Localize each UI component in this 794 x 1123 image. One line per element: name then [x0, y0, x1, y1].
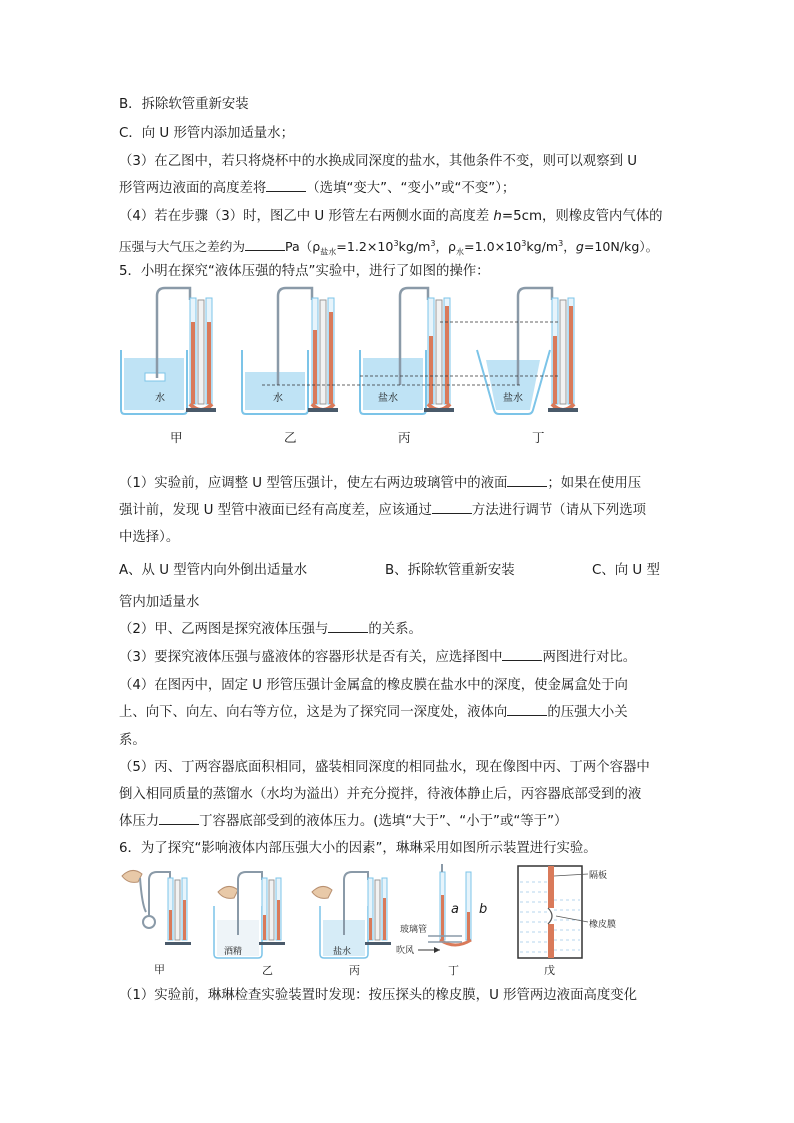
liquid-label-saltwater: 盐水 [333, 947, 352, 957]
fig6-label-bing: 丙 [349, 964, 360, 977]
text: 丁容器底部受到的液体压力。(选填“大于”、“小于”或“等于”） [199, 814, 568, 829]
q4-part3-line1: （3）在乙图中，若只将烧杯中的水换成同深度的盐水，其他条件不变，则可以观察到 U [119, 154, 638, 169]
q5-option-c: C、向 U 型 [592, 563, 660, 578]
q5-stem: 5．小明在探究“液体压强的特点”实验中，进行了如图的操作： [119, 264, 490, 279]
text: 上、向下、向左、向右等方位，这是为了探究同一深度处，液体向 [119, 705, 508, 720]
glass-tube-label: 玻璃管 [400, 925, 428, 935]
text: （3）要探究液体压强与盛液体的容器形状是否有关，应选择图中 [119, 650, 503, 665]
text: 的压强大小关 [547, 705, 628, 720]
fig6-label-jia: 甲 [154, 963, 165, 976]
text: （选填“变大”、“变小”或“不变”）； [306, 181, 516, 196]
sup: 3 [521, 239, 527, 248]
text: =10N/kg）。 [583, 239, 659, 255]
fig6-label-ding: 丁 [448, 964, 459, 977]
var-g: g [575, 239, 584, 255]
text: ，ρ [435, 239, 457, 255]
text: 两图进行对比。 [542, 650, 637, 665]
text: 强计前，发现 U 型管中液面已经有高度差，应该通过 [119, 503, 432, 518]
text: （1）实验前，应调整 U 型管压强计，使左右两边玻璃管中的液面 [119, 476, 508, 491]
var-h: h [493, 209, 502, 224]
text: 方法进行调节（请从下列选项 [471, 503, 646, 518]
text: =5cm，则橡皮管内气体的 [501, 209, 663, 224]
text: 的关系。 [368, 622, 422, 637]
text: =1.0×10 [464, 239, 522, 255]
q5-option-b: B、拆除软管重新安装 [385, 563, 515, 578]
q5-option-c-cont: 管内加适量水 [119, 595, 200, 610]
partition-label: 隔板 [589, 871, 608, 881]
text: 形管两边液面的高度差将 [119, 181, 267, 196]
option-b: B．拆除软管重新安装 [119, 97, 249, 112]
q6-stem: 6．为了探究“影响液体内部压强大小的因素”，琳琳采用如图所示装置进行实验。 [119, 841, 597, 856]
text: kg/m [526, 239, 559, 255]
q5-part5-line2: 倒入相同质量的蒸馏水（水均为溢出）并充分搅拌，待液体静止后，丙容器底部受到的液 [119, 787, 642, 802]
fig6-label-yi: 乙 [262, 964, 273, 977]
text: kg/m [398, 239, 431, 255]
text: 压强与大气压之差约为 [119, 239, 245, 255]
text: Pa（ρ [284, 239, 321, 255]
fig5-label-yi: 乙 [284, 430, 297, 445]
sub: 盐水 [320, 247, 337, 257]
text: 体压力 [119, 814, 160, 829]
q5-part4-line1: （4）在图丙中，固定 U 形管压强计金属盒的橡皮膜在盐水中的深度，使金属盒处于向 [119, 678, 628, 693]
setup-ding [418, 864, 471, 953]
membrane-label: 橡皮膜 [589, 920, 617, 930]
fig5-label-bing: 丙 [398, 430, 411, 445]
text: （4）若在步骤（3）时，图乙中 U 形管左右两侧水面的高度差 [119, 209, 494, 224]
text: =1.2×10 [336, 239, 394, 255]
setup-bing [312, 872, 391, 958]
sup: 3 [393, 239, 399, 248]
sub: 水 [456, 247, 465, 257]
liquid-label-bing: 盐水 [378, 393, 398, 404]
text: （2）甲、乙两图是探究液体压强与 [119, 622, 329, 637]
text: ， [563, 239, 576, 255]
q6-part1-line1: （1）实验前，琳琳检查实验装置时发现：按压探头的橡皮膜，U 形管两边液面高度变化 [119, 988, 638, 1003]
sup: 3 [430, 239, 436, 248]
fig5-label-jia: 甲 [170, 430, 183, 445]
tube-label-b: b [479, 902, 488, 917]
fig5-label-ding: 丁 [532, 430, 545, 445]
setup-wu [518, 866, 588, 958]
liquid-label-ding: 盐水 [503, 393, 523, 404]
tube-label-a: a [451, 902, 459, 917]
sup: 3 [558, 239, 564, 248]
liquid-label-yi: 水 [273, 393, 283, 404]
q5-option-a: A、从 U 型管内向外倒出适量水 [119, 563, 308, 578]
q5-part5-line1: （5）丙、丁两容器底面积相同，盛装相同深度的相同盐水，现在像图中丙、丁两个容器中 [119, 760, 650, 775]
fig6-label-wu: 戊 [544, 964, 555, 977]
blow-label: 吹风 [396, 946, 415, 956]
liquid-label-jia: 水 [155, 393, 165, 404]
q5-part4-line3: 系。 [119, 733, 146, 748]
option-c: C．向 U 形管内添加适量水； [119, 126, 294, 141]
q5-part1-line3: 中选择）。 [119, 530, 180, 545]
liquid-label-alcohol: 酒精 [224, 947, 243, 957]
text: ；如果在使用压 [547, 476, 642, 491]
setup-jia [122, 870, 191, 945]
